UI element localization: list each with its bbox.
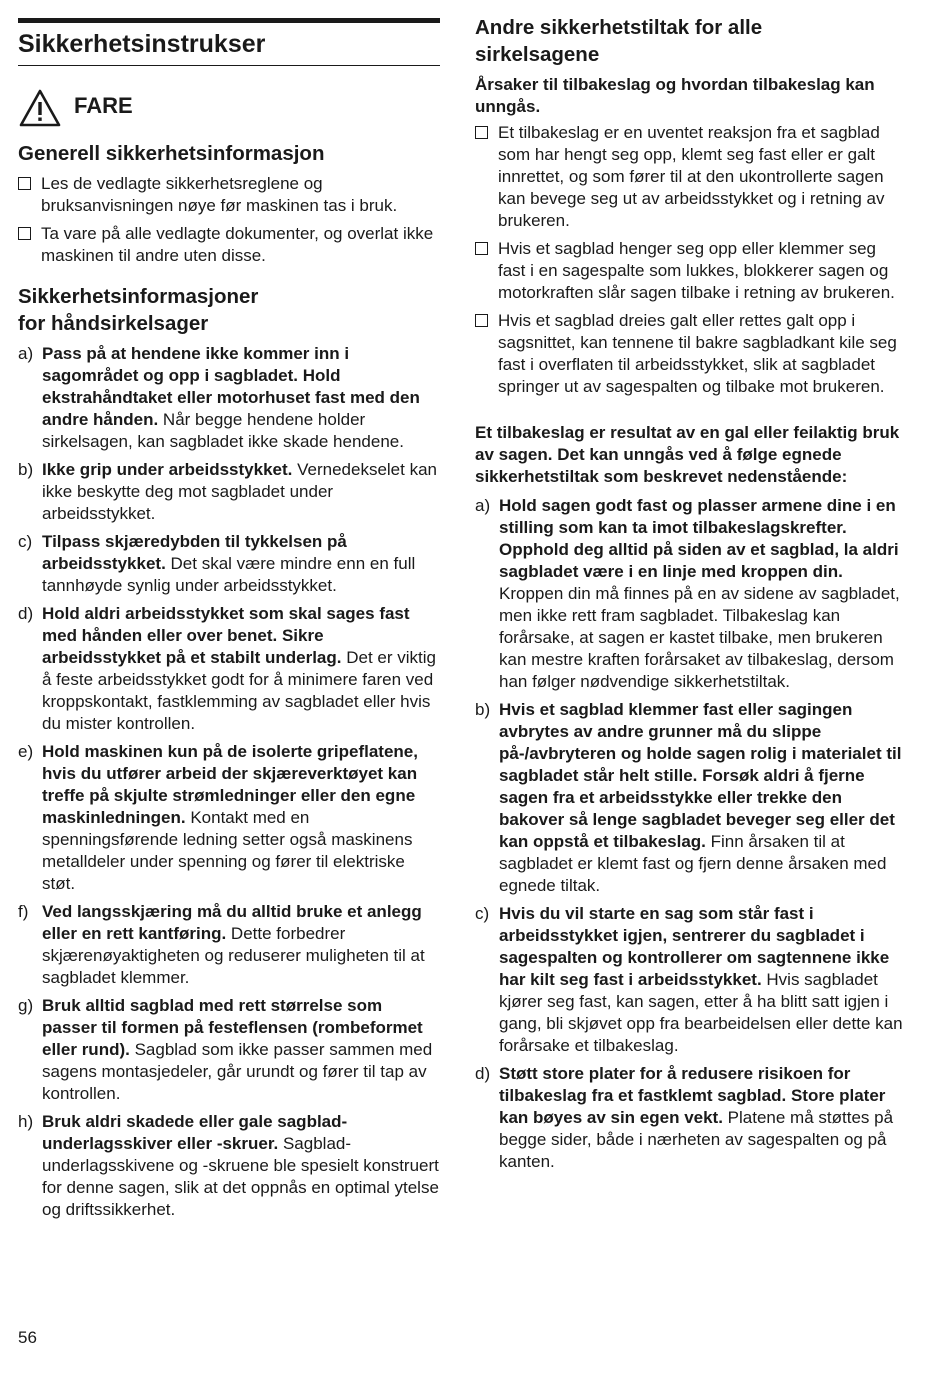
emphasis-text: Bruk aldri skadede eller gale sagblad-underlagsskiver eller -skruer. bbox=[42, 1112, 348, 1153]
lead-paragraph: Et tilbakeslag er resultat av en gal eller feilaktig bruk av sagen. Det kan unngås ved å følge egnede sikkerhetstiltak som beskrevet nedenstående: bbox=[475, 423, 900, 486]
body-text: Sagblad-underlagsskivene og -skruene ble spesielt konstruert for denne sagen, slik at det oppnås en optimal ytelse og driftssikkerhet. bbox=[42, 1134, 439, 1219]
body-text: Når begge hendene holder sirkelsagen, kan sagbladet ikke skade hendene. bbox=[42, 410, 404, 451]
list-item-body bbox=[42, 995, 440, 1105]
list-marker: f) bbox=[18, 902, 29, 921]
list-item-body bbox=[42, 741, 440, 895]
body-text: Vernedekselet kan ikke beskytte deg mot sagbladet under arbeidsstykket. bbox=[42, 460, 437, 523]
list-marker: e) bbox=[18, 742, 34, 761]
danger-label: FARE bbox=[74, 93, 133, 118]
body-text: Det er viktig å feste arbeidsstykket godt for å minimere faren ved kroppskontakt, fastklemming av sagbladet eller hvis du mister kontrollen. bbox=[42, 648, 436, 733]
body-text: Hvis sagbladet kjører seg fast, kan sagen, etter å ha blitt satt igjen i gang, bli skjøvet opp fra bearbeidelsen eller dette kan forårsake et tilbakeslag. bbox=[499, 970, 903, 1055]
left-column bbox=[18, 140, 440, 1227]
list-item-body bbox=[42, 531, 440, 597]
list-marker: c) bbox=[18, 532, 33, 551]
body-text: Finn årsaken til at sagbladet er klemt fast og fjern denne årsaken med egnede tiltak. bbox=[499, 832, 887, 895]
checkbox-bullet-icon bbox=[475, 242, 488, 255]
list-item: Hvis et sagblad dreies galt eller rettes galt opp i sagsnittet, kan tennene til bakre sagbladkant kile seg fast i overflaten til arbeidsstykket, slik at sagbladet springer ut av sagespalten og tilbake mot brukeren. bbox=[475, 310, 903, 398]
emphasis-text: Hvis du vil starte en sag som står fast i arbeidsstykket igjen, sentrerer du sagbladet i sagespalten og kontrollerer om sagtennene ikke har kilt seg fast i arbeidsstykket. bbox=[499, 904, 890, 989]
list-item-body bbox=[42, 901, 440, 989]
checkbox-bullet-icon bbox=[475, 314, 488, 327]
right-heading: Andre sikkerhetstiltak for alle sirkelsagene bbox=[475, 16, 763, 66]
list-item bbox=[18, 603, 440, 735]
emphasis-text: Hold aldri arbeidsstykket som skal sages fast med hånden eller over benet. Sikre arbeidsstykket på et stabilt underlag. bbox=[42, 604, 410, 667]
emphasis-text: Ved langsskjæring må du alltid bruke et anlegg eller en rett kantføring. bbox=[42, 902, 422, 943]
list-item-body bbox=[42, 603, 440, 735]
list-item bbox=[18, 741, 440, 895]
list-item: Hvis et sagblad henger seg opp eller klemmer seg fast i en sagespalte som lukkes, blokkerer sagen og motorkraften slår sagen tilbake i retning av brukeren. bbox=[475, 238, 903, 304]
body-text: Dette forbedrer skjærenøyaktigheten og reduserer muligheten til at sagbladet klemmer. bbox=[42, 924, 425, 987]
emphasis-text: Hold maskinen kun på de isolerte gripeflatene, hvis du utfører arbeid der skjæreverktøyet kan treffe på skjulte strømledninger eller den egne maskinledningen. bbox=[42, 742, 418, 827]
list-item bbox=[475, 903, 903, 1057]
body-text: Kontakt med en spenningsførende ledning setter også maskinens metalldeler under spenning og fører til elektriske støt. bbox=[42, 808, 413, 893]
general-heading: Generell sikkerhetsinformasjon bbox=[18, 142, 325, 165]
emphasis-text: Ikke grip under arbeidsstykket. bbox=[42, 460, 293, 479]
page-title: Sikkerhetsinstrukser bbox=[18, 28, 440, 66]
body-text: Kroppen din må finnes på en av sidene av sagbladet, men ikke rett fram sagbladet. Tilbakeslag kan forårsake, at sagen er kastet tilbake, men brukeren kan mestre kraften forårsaket av tilbakeslag, dersom han følger nødvendige sikkerhetstiltak. bbox=[499, 584, 900, 691]
list-item: Et tilbakeslag er en uventet reaksjon fra et sagblad som har hengt seg opp, klemt seg fast eller er galt innrettet, og som fører til at den ukontrollerte sagen kan bevege seg ut av arbeidsstykket og i retning av brukeren. bbox=[475, 122, 903, 232]
list-item bbox=[18, 343, 440, 453]
cause-subheading: Årsaker til tilbakeslag og hvordan tilbakeslag kan unngås. bbox=[475, 75, 875, 116]
list-item bbox=[475, 1063, 903, 1173]
page-number: 56 bbox=[18, 1328, 37, 1347]
list-item-body bbox=[42, 1111, 440, 1221]
list-item bbox=[18, 901, 440, 989]
checkbox-bullet-icon bbox=[18, 177, 31, 190]
list-item-body bbox=[499, 495, 903, 693]
list-item-body bbox=[499, 699, 903, 897]
list-item bbox=[18, 459, 440, 525]
list-item-body bbox=[499, 903, 903, 1057]
emphasis-text: Pass på at hendene ikke kommer inn i sagområdet og opp i sagbladet. Hold ekstrahåndtaket eller motorhuset fast med den andre hånden. bbox=[42, 344, 420, 429]
emphasis-text: Bruk alltid sagblad med rett størrelse som passer til formen på festeflensen (rombeformet eller rund). bbox=[42, 996, 423, 1059]
right-column bbox=[475, 14, 903, 1179]
list-marker: d) bbox=[475, 1064, 491, 1083]
list-marker: d) bbox=[18, 604, 34, 623]
list-item-body bbox=[42, 459, 440, 525]
emphasis-text: Hold sagen godt fast og plasser armene dine i en stilling som kan ta imot tilbakeslagskrefter. Opphold deg alltid på siden av et sagblad, la aldri sagbladet være i en linje med kroppen din. bbox=[499, 496, 899, 581]
title-rule bbox=[18, 18, 440, 23]
list-item-body bbox=[42, 343, 440, 453]
list-marker: a) bbox=[475, 496, 491, 515]
danger-notice bbox=[18, 88, 440, 132]
checkbox-bullet-icon bbox=[475, 126, 488, 139]
list-item-body bbox=[499, 1063, 903, 1173]
list-item bbox=[475, 699, 903, 897]
list-item: Ta vare på alle vedlagte dokumenter, og overlat ikke maskinen til andre uten disse. bbox=[18, 223, 440, 267]
list-marker: a) bbox=[18, 344, 34, 363]
list-marker: g) bbox=[18, 996, 34, 1015]
emphasis-text: Hvis et sagblad klemmer fast eller sagingen avbrytes av andre grunner må du slippe på-/avbryteren og holde sagen rolig i materialet til sagbladet står helt stille. Forsøk aldri å fjerne sagen fra et arbeidsstykke eller trekke den bakover så lenge sagbladet beveger seg eller det kan oppstå et tilbakeslag. bbox=[499, 700, 902, 851]
list-item bbox=[18, 1111, 440, 1221]
emphasis-text: Støtt store plater for å redusere risikoen for tilbakeslag fra et fastklemt sagblad. Store plater kan bøyes av sin egen vekt. bbox=[499, 1064, 886, 1127]
emphasis-text: Tilpass skjæredybden til tykkelsen på arbeidsstykket. bbox=[42, 532, 347, 573]
list-item: Les de vedlagte sikkerhetsreglene og bruksanvisningen nøye før maskinen tas i bruk. bbox=[18, 173, 440, 217]
list-marker: b) bbox=[18, 460, 34, 479]
list-item bbox=[18, 531, 440, 597]
list-marker: b) bbox=[475, 700, 491, 719]
body-text: Sagblad som ikke passer sammen med sagens montasjedeler, går urundt og fører til tap av kontrollen. bbox=[42, 1040, 433, 1103]
body-text: Platene må støttes på begge sider, både i nærheten av sagespalten og på kanten. bbox=[499, 1108, 894, 1171]
saw-heading: Sikkerhetsinformasjoner for håndsirkelsager bbox=[18, 285, 259, 335]
list-marker: h) bbox=[18, 1112, 34, 1131]
list-item bbox=[18, 995, 440, 1105]
body-text: Det skal være mindre enn en full tannhøyde synlig under arbeidsstykket. bbox=[42, 554, 416, 595]
list-marker: c) bbox=[475, 904, 490, 923]
checkbox-bullet-icon bbox=[18, 227, 31, 240]
list-item bbox=[475, 495, 903, 693]
warning-triangle-icon bbox=[18, 88, 62, 128]
